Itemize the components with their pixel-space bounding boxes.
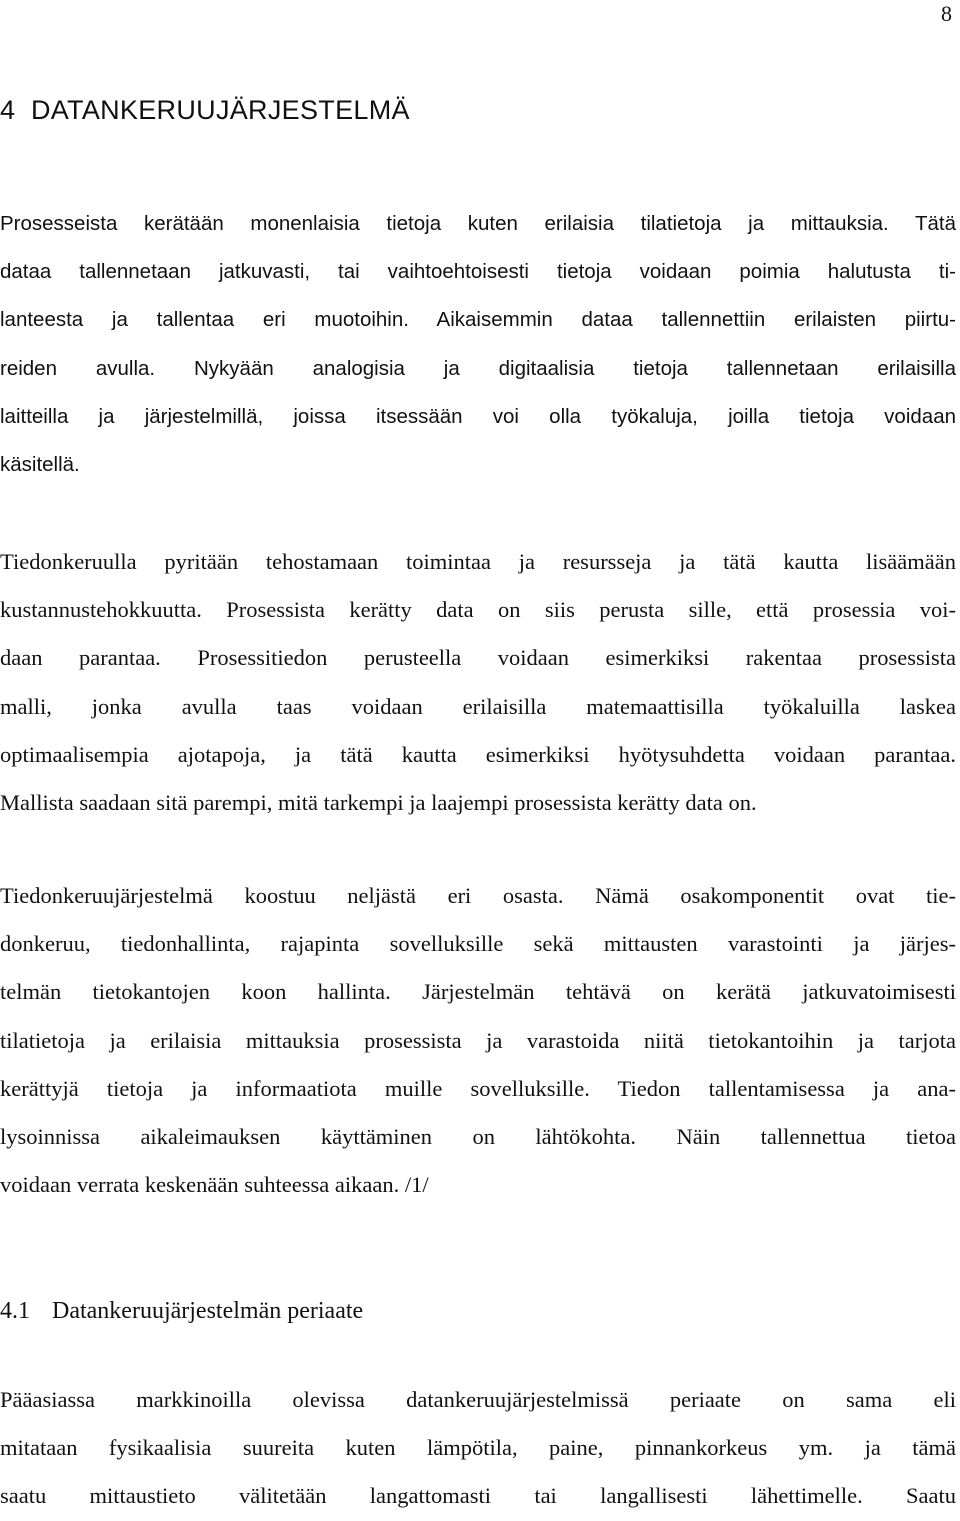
- text-line: saatu mittaustieto välitetään langattomasti tai langallisesti lähettimelle. Saatu: [0, 1483, 956, 1509]
- section-heading: [0, 1296, 363, 1326]
- text-line: Prosesseista kerätään monenlaisia tietoja kuten erilaisia tilatietoja ja mittauksia. Tätä: [0, 212, 956, 235]
- text-line: voidaan verrata keskenään suhteessa aikaan. /1/: [0, 1172, 429, 1198]
- text-line: donkeruu, tiedonhallinta, rajapinta sovelluksille sekä mittausten varastointi ja järjes-: [0, 931, 956, 957]
- text-line: laitteilla ja järjestelmillä, joissa itsessään voi olla työkaluja, joilla tietoja voidaan: [0, 404, 956, 428]
- text-line: dataa tallennetaan jatkuvasti, tai vaihtoehtoisesti tietoja voidaan poimia halutusta ti-: [0, 260, 956, 284]
- text-line: Tiedonkeruulla pyritään tehostamaan toimintaa ja resursseja ja tätä kautta lisäämään: [0, 549, 956, 574]
- text-line: reiden avulla. Nykyään analogisia ja digitaalisia tietoja tallennetaan erilaisilla: [0, 356, 956, 380]
- chapter-number: 4: [0, 95, 16, 125]
- text-line: daan parantaa. Prosessitiedon perusteella voidaan esimerkiksi rakentaa prosessista: [0, 645, 956, 671]
- text-line: malli, jonka avulla taas voidaan erilaisilla matemaattisilla työkaluilla laskea: [0, 693, 956, 719]
- text-line: käsitellä.: [0, 453, 80, 477]
- text-line: telmän tietokantojen koon hallinta. Järjestelmän tehtävä on kerätä jatkuvatoimisesti: [0, 979, 956, 1005]
- paragraph-intro: [0, 200, 956, 489]
- text-line: Tiedonkeruujärjestelmä koostuu neljästä eri osasta. Nämä osakomponentit ovat tie-: [0, 883, 956, 908]
- text-line: mitataan fysikaalisia suureita kuten lämpötila, paine, pinnankorkeus ym. ja tämä: [0, 1435, 956, 1461]
- section-title: Datankeruujärjestelmän periaate: [52, 1298, 364, 1324]
- text-line: kerättyjä tietoja ja informaatiota muille sovelluksille. Tiedon tallentamisessa ja ana-: [0, 1075, 956, 1101]
- chapter-heading: [0, 94, 410, 126]
- text-line: kustannustehokkuutta. Prosessista kerätty data on siis perusta sille, että prosessia voi-: [0, 597, 956, 623]
- page-number: 8: [941, 1, 952, 26]
- text-line: Pääasiassa markkinoilla olevissa datankeruujärjestelmissä periaate on sama eli: [0, 1387, 956, 1412]
- text-line: lanteesta ja tallentaa eri muotoihin. Aikaisemmin dataa tallennettiin erilaisten piirtu-: [0, 308, 956, 332]
- text-line: tilatietoja ja erilaisia mittauksia prosessista ja varastoida niitä tietokantoihin ja tarjota: [0, 1027, 956, 1053]
- paragraph-system-components: [0, 872, 956, 1209]
- text-line: Mallista saadaan sitä parempi, mitä tarkempi ja laajempi prosessista kerätty data on.: [0, 790, 757, 816]
- paragraph-data-collection-purpose: [0, 538, 956, 827]
- paragraph-principle: [0, 1376, 956, 1521]
- text-line: lysoinnissa aikaleimauksen käyttäminen on lähtökohta. Näin tallennettua tietoa: [0, 1124, 956, 1150]
- section-number: 4.1: [0, 1298, 30, 1324]
- chapter-title: DATANKERUUJÄRJESTELMÄ: [30, 95, 410, 125]
- text-line: optimaalisempia ajotapoja, ja tätä kautta esimerkiksi hyötysuhdetta voidaan parantaa.: [0, 741, 956, 767]
